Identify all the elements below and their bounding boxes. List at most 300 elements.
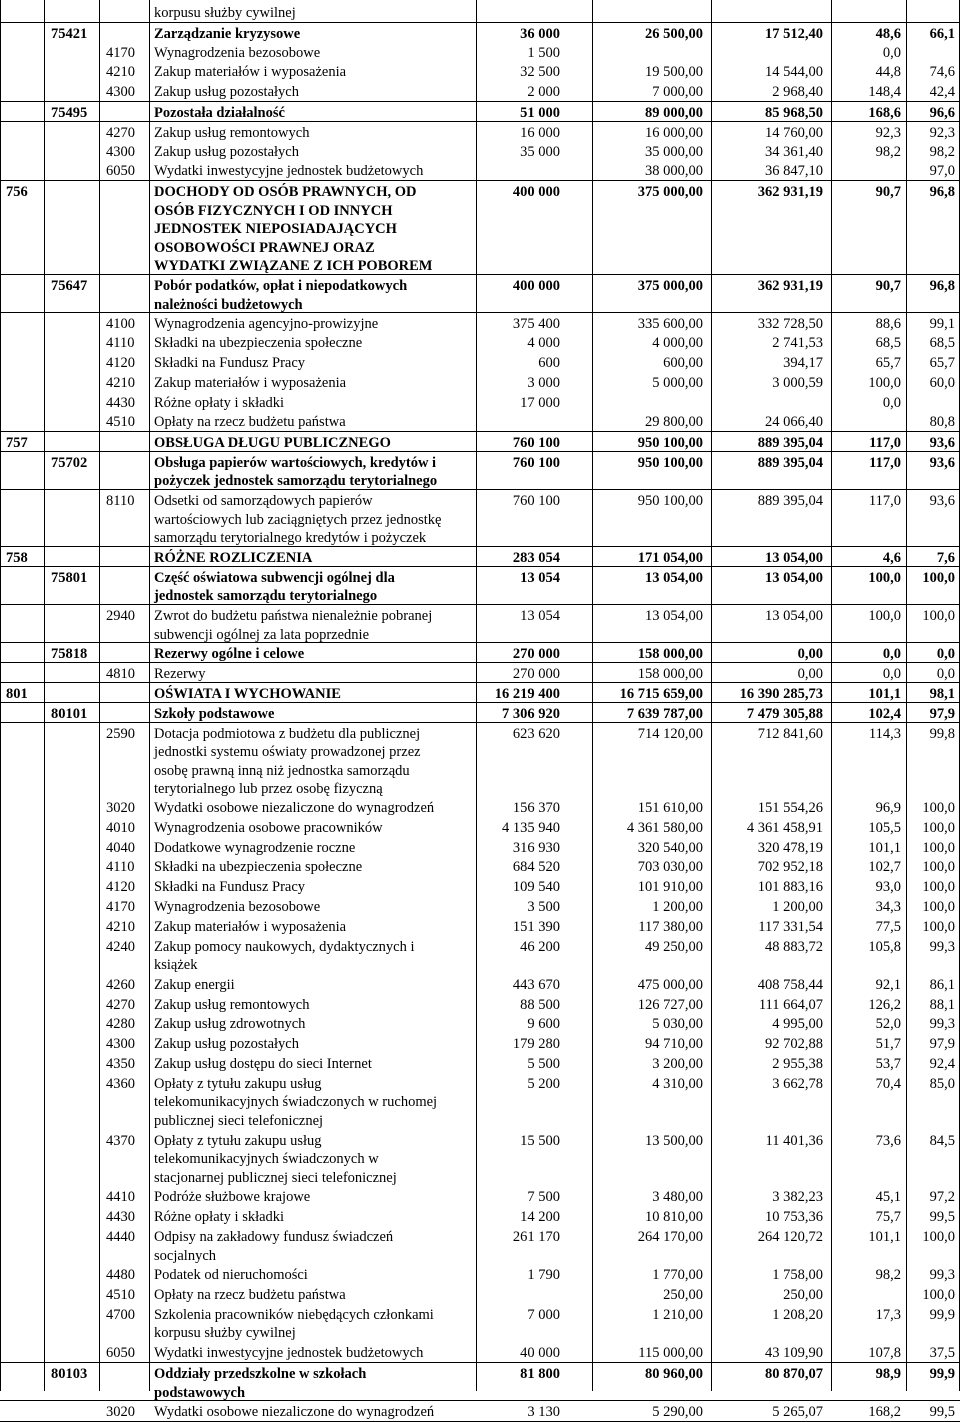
cell-wykonanie: 10 753,36 bbox=[765, 1209, 823, 1226]
cell-plan: 5 200 bbox=[527, 1075, 560, 1092]
cell-procent-po-zmianach: 99,5 bbox=[929, 1404, 955, 1421]
cell-procent-planu: 101,1 bbox=[868, 1229, 901, 1245]
cell-plan-po-zmianach: 475 000,00 bbox=[637, 976, 703, 993]
cell-procent-planu: 107,8 bbox=[868, 1345, 901, 1362]
cell-wykonanie: 101 883,16 bbox=[757, 879, 823, 896]
cell-procent-po-zmianach: 99,3 bbox=[929, 938, 955, 955]
cell-opis: Zarządzanie kryzysowe bbox=[154, 25, 301, 42]
cell-procent-planu: 48,6 bbox=[875, 25, 901, 42]
cell-paragraf: 4110 bbox=[106, 335, 135, 352]
cell-paragraf: 4170 bbox=[106, 898, 135, 915]
cell-rozdzial: 75818 bbox=[51, 646, 88, 663]
cell-wykonanie: 13 054,00 bbox=[765, 550, 823, 566]
cell-opis: Podróże służbowe krajowe bbox=[154, 1189, 311, 1206]
table-row bbox=[0, 1342, 960, 1362]
cell-procent-po-zmianach: 100,0 bbox=[922, 879, 955, 896]
cell-procent-planu: 98,2 bbox=[875, 143, 901, 160]
cell-plan: 15 500 bbox=[520, 1132, 560, 1149]
table-row bbox=[0, 876, 960, 896]
cell-opis: korpusu służby cywilnej bbox=[154, 5, 296, 21]
cell-plan: 13 054 bbox=[520, 569, 560, 586]
cell-procent-planu: 101,1 bbox=[868, 686, 901, 702]
cell-plan: 375 400 bbox=[512, 316, 560, 333]
cell-opis: Składki na Fundusz Pracy bbox=[154, 879, 306, 896]
table-row bbox=[0, 722, 960, 798]
cell-wykonanie: 264 120,72 bbox=[757, 1229, 823, 1245]
cell-plan-po-zmianach: 115 000,00 bbox=[638, 1345, 703, 1362]
cell-paragraf: 4210 bbox=[106, 64, 135, 81]
table-row bbox=[0, 312, 960, 333]
table-row bbox=[0, 974, 960, 994]
cell-wykonanie: 1 208,20 bbox=[772, 1306, 823, 1323]
cell-plan-po-zmianach: 375 000,00 bbox=[637, 278, 703, 294]
cell-plan: 7 000 bbox=[527, 1306, 560, 1323]
cell-opis: Zwrot do budżetu państwa nienależnie pobranej subwencji ogólnej za lata poprzednie bbox=[154, 608, 433, 643]
table-row bbox=[0, 896, 960, 916]
cell-paragraf: 4270 bbox=[106, 996, 135, 1013]
cell-opis: Dotacja podmiotowa z budżetu dla publicznej jednostki systemu oświaty prowadzonej przez osobę prawną inną niż jednostka samorządu terytorialnego lub przez osobę fizyczną bbox=[154, 725, 421, 798]
cell-plan: 3 500 bbox=[527, 898, 560, 915]
cell-procent-planu: 75,7 bbox=[875, 1209, 901, 1226]
cell-plan: 5 500 bbox=[527, 1056, 560, 1072]
cell-wykonanie: 408 758,44 bbox=[757, 976, 823, 993]
table-row bbox=[0, 1284, 960, 1304]
cell-procent-po-zmianach: 84,5 bbox=[929, 1132, 955, 1149]
cell-paragraf: 4280 bbox=[106, 1016, 135, 1033]
cell-wykonanie: 4 361 458,91 bbox=[746, 819, 823, 836]
cell-plan-po-zmianach: 1 200,00 bbox=[652, 898, 703, 915]
cell-paragraf: 4300 bbox=[106, 84, 135, 101]
cell-wykonanie: 85 968,50 bbox=[765, 105, 823, 121]
table-row bbox=[0, 566, 960, 605]
cell-paragraf: 4480 bbox=[106, 1267, 135, 1284]
cell-wykonanie: 4 995,00 bbox=[772, 1016, 823, 1033]
cell-plan: 88 500 bbox=[520, 996, 560, 1013]
table-row bbox=[0, 141, 960, 161]
cell-paragraf: 3020 bbox=[106, 1404, 135, 1421]
table-row bbox=[0, 1206, 960, 1226]
cell-plan-po-zmianach: 126 727,00 bbox=[637, 996, 703, 1013]
cell-wykonanie: 0,00 bbox=[797, 666, 823, 683]
cell-opis: Zakup usług zdrowotnych bbox=[154, 1016, 306, 1033]
cell-opis: Zakup materiałów i wyposażenia bbox=[154, 64, 347, 81]
cell-procent-planu: 126,2 bbox=[868, 996, 901, 1013]
cell-opis: Zakup usług pozostałych bbox=[154, 84, 299, 101]
cell-opis: Opłaty z tytułu zakupu usług telekomunikacyjnych świadczonych w ruchomej publicznej sieci telefonicznej bbox=[154, 1075, 438, 1129]
cell-procent-planu: 92,1 bbox=[875, 976, 901, 993]
cell-paragraf: 3020 bbox=[106, 799, 135, 816]
cell-plan-po-zmianach: 94 710,00 bbox=[645, 1036, 703, 1053]
cell-opis: Szkoły podstawowe bbox=[154, 705, 275, 722]
cell-plan-po-zmianach: 26 500,00 bbox=[645, 25, 703, 42]
cell-paragraf: 4120 bbox=[106, 354, 135, 371]
cell-wykonanie: 889 395,04 bbox=[757, 493, 823, 510]
cell-plan-po-zmianach: 151 610,00 bbox=[637, 799, 703, 816]
cell-procent-po-zmianach: 86,1 bbox=[929, 976, 955, 993]
cell-rozdzial: 75801 bbox=[51, 569, 88, 586]
cell-wykonanie: 2 741,53 bbox=[772, 335, 823, 352]
table-row bbox=[0, 431, 960, 452]
cell-opis: Różne opłaty i składki bbox=[154, 1209, 285, 1226]
cell-plan-po-zmianach: 16 000,00 bbox=[645, 124, 703, 141]
cell-plan: 760 100 bbox=[512, 493, 560, 510]
cell-plan-po-zmianach: 5 030,00 bbox=[652, 1016, 703, 1033]
table-row bbox=[0, 1033, 960, 1053]
cell-wykonanie: 0,00 bbox=[797, 646, 823, 663]
cell-dzial: 756 bbox=[6, 184, 28, 201]
cell-plan: 46 200 bbox=[520, 938, 560, 955]
cell-wykonanie: 24 066,40 bbox=[765, 414, 823, 431]
table-row bbox=[0, 1226, 960, 1264]
table-row bbox=[0, 1304, 960, 1342]
cell-procent-po-zmianach: 99,9 bbox=[929, 1306, 955, 1323]
cell-plan: 36 000 bbox=[520, 25, 560, 42]
cell-procent-planu: 70,4 bbox=[875, 1075, 901, 1092]
cell-paragraf: 4300 bbox=[106, 143, 135, 160]
cell-plan-po-zmianach: 171 054,00 bbox=[637, 550, 703, 566]
cell-wykonanie: 34 361,40 bbox=[765, 143, 823, 160]
cell-plan-po-zmianach: 49 250,00 bbox=[645, 938, 703, 955]
cell-procent-planu: 45,1 bbox=[875, 1189, 901, 1206]
cell-paragraf: 2940 bbox=[106, 608, 135, 625]
table-row bbox=[0, 837, 960, 857]
cell-procent-po-zmianach: 98,1 bbox=[929, 686, 955, 702]
cell-plan-po-zmianach: 13 500,00 bbox=[645, 1132, 703, 1149]
cell-procent-planu: 117,0 bbox=[869, 435, 901, 452]
cell-plan: 16 219 400 bbox=[494, 686, 560, 702]
cell-opis: Rezerwy ogólne i celowe bbox=[154, 646, 305, 663]
cell-wykonanie: 3 382,23 bbox=[772, 1189, 823, 1206]
cell-procent-planu: 100,0 bbox=[868, 569, 901, 586]
cell-plan-po-zmianach: 1 770,00 bbox=[652, 1267, 703, 1284]
cell-procent-po-zmianach: 97,9 bbox=[929, 705, 955, 722]
cell-procent-po-zmianach: 100,0 bbox=[922, 1287, 955, 1304]
cell-plan-po-zmianach: 13 054,00 bbox=[645, 608, 703, 625]
cell-procent-planu: 52,0 bbox=[875, 1016, 901, 1033]
cell-plan: 270 000 bbox=[512, 666, 560, 683]
cell-plan-po-zmianach: 7 000,00 bbox=[652, 84, 703, 101]
cell-plan-po-zmianach: 3 200,00 bbox=[652, 1056, 703, 1072]
cell-procent-po-zmianach: 97,0 bbox=[929, 163, 955, 180]
cell-plan: 109 540 bbox=[512, 879, 560, 896]
cell-paragraf: 4510 bbox=[106, 414, 135, 431]
cell-paragraf: 4430 bbox=[106, 394, 135, 411]
cell-procent-planu: 88,6 bbox=[875, 316, 901, 333]
cell-rozdzial: 75647 bbox=[51, 278, 88, 294]
cell-opis: Zakup materiałów i wyposażenia bbox=[154, 374, 347, 391]
cell-paragraf: 4240 bbox=[106, 938, 135, 955]
cell-opis: Pozostała działalność bbox=[154, 105, 285, 121]
cell-plan-po-zmianach: 950 100,00 bbox=[637, 493, 703, 510]
cell-wykonanie: 117 331,54 bbox=[758, 918, 823, 935]
cell-plan-po-zmianach: 600,00 bbox=[663, 354, 703, 371]
cell-procent-po-zmianach: 60,0 bbox=[929, 374, 955, 391]
cell-wykonanie: 14 544,00 bbox=[765, 64, 823, 81]
cell-procent-po-zmianach: 99,3 bbox=[929, 1267, 955, 1284]
cell-wykonanie: 3 662,78 bbox=[772, 1075, 823, 1092]
cell-procent-po-zmianach: 92,3 bbox=[929, 124, 955, 141]
cell-plan: 400 000 bbox=[512, 278, 560, 294]
cell-plan-po-zmianach: 16 715 659,00 bbox=[619, 686, 703, 702]
cell-plan: 3 130 bbox=[527, 1404, 560, 1421]
cell-plan: 16 000 bbox=[520, 124, 560, 141]
cell-plan-po-zmianach: 335 600,00 bbox=[637, 316, 703, 333]
cell-opis: Odpisy na zakładowy fundusz świadczeń socjalnych bbox=[154, 1229, 394, 1264]
cell-procent-planu: 102,7 bbox=[868, 859, 901, 876]
cell-rozdzial: 80101 bbox=[51, 705, 88, 722]
cell-paragraf: 4810 bbox=[106, 666, 135, 683]
cell-wykonanie: 48 883,72 bbox=[765, 938, 823, 955]
cell-plan: 17 000 bbox=[520, 394, 560, 411]
cell-procent-po-zmianach: 7,6 bbox=[936, 550, 955, 566]
cell-procent-planu: 93,0 bbox=[875, 879, 901, 896]
cell-procent-planu: 105,5 bbox=[868, 819, 901, 836]
cell-plan: 600 bbox=[538, 354, 560, 371]
cell-procent-po-zmianach: 85,0 bbox=[929, 1075, 955, 1092]
table-row bbox=[0, 392, 960, 412]
cell-plan-po-zmianach: 158 000,00 bbox=[637, 646, 703, 663]
cell-dzial: 757 bbox=[6, 435, 28, 452]
table-row bbox=[0, 61, 960, 81]
cell-procent-po-zmianach: 100,0 bbox=[922, 819, 955, 836]
cell-wykonanie: 320 478,19 bbox=[757, 839, 823, 856]
cell-plan-po-zmianach: 250,00 bbox=[663, 1287, 703, 1304]
cell-opis: RÓŻNE ROZLICZENIA bbox=[154, 550, 313, 566]
cell-plan-po-zmianach: 101 910,00 bbox=[637, 879, 703, 896]
cell-opis: Składki na ubezpieczenia społeczne bbox=[154, 335, 363, 352]
table-row bbox=[0, 797, 960, 817]
cell-opis: Wynagrodzenia osobowe pracowników bbox=[154, 819, 383, 836]
cell-procent-planu: 168,2 bbox=[868, 1404, 901, 1421]
cell-opis: Podatek od nieruchomości bbox=[154, 1267, 308, 1284]
cell-plan-po-zmianach: 375 000,00 bbox=[637, 184, 703, 201]
cell-procent-po-zmianach: 99,5 bbox=[929, 1209, 955, 1226]
cell-plan: 151 390 bbox=[512, 918, 560, 935]
cell-procent-po-zmianach: 100,0 bbox=[922, 608, 955, 625]
table-row bbox=[0, 682, 960, 703]
table-row bbox=[0, 411, 960, 431]
cell-wykonanie: 7 479 305,88 bbox=[746, 705, 823, 722]
table-row bbox=[0, 160, 960, 180]
cell-procent-po-zmianach: 37,5 bbox=[929, 1345, 955, 1362]
cell-paragraf: 6050 bbox=[106, 163, 135, 180]
cell-procent-po-zmianach: 96,8 bbox=[929, 184, 955, 201]
cell-opis: Zakup pomocy naukowych, dydaktycznych i książek bbox=[154, 938, 415, 973]
cell-opis: Wydatki inwestycyjne jednostek budżetowych bbox=[154, 163, 424, 180]
cell-plan-po-zmianach: 1 210,00 bbox=[652, 1306, 703, 1323]
cell-wykonanie: 712 841,60 bbox=[757, 725, 823, 742]
cell-paragraf: 4170 bbox=[106, 44, 135, 61]
cell-wykonanie: 250,00 bbox=[783, 1287, 823, 1304]
cell-wykonanie: 13 054,00 bbox=[765, 608, 823, 625]
cell-procent-po-zmianach: 93,6 bbox=[929, 454, 955, 471]
cell-plan: 156 370 bbox=[512, 799, 560, 816]
table-row bbox=[0, 1264, 960, 1284]
cell-plan-po-zmianach: 3 480,00 bbox=[652, 1189, 703, 1206]
cell-procent-po-zmianach: 98,2 bbox=[929, 143, 955, 160]
table-row bbox=[0, 332, 960, 352]
cell-opis: Wynagrodzenia bezosobowe bbox=[154, 44, 321, 61]
cell-rozdzial: 75702 bbox=[51, 454, 88, 471]
cell-plan-po-zmianach: 264 170,00 bbox=[637, 1229, 703, 1245]
cell-wykonanie: 2 955,38 bbox=[772, 1056, 823, 1072]
table-row bbox=[0, 42, 960, 62]
cell-plan-po-zmianach: 4 361 580,00 bbox=[626, 819, 703, 836]
table-row bbox=[0, 489, 960, 547]
cell-paragraf: 6050 bbox=[106, 1345, 135, 1362]
cell-opis: Zakup usług remontowych bbox=[154, 996, 310, 1013]
cell-plan: 14 200 bbox=[520, 1209, 560, 1226]
cell-rozdzial: 75495 bbox=[51, 105, 88, 121]
cell-paragraf: 4120 bbox=[106, 879, 135, 896]
cell-wykonanie: 332 728,50 bbox=[757, 316, 823, 333]
cell-wykonanie: 2 968,40 bbox=[772, 84, 823, 101]
cell-procent-po-zmianach: 80,8 bbox=[929, 414, 955, 431]
cell-procent-planu: 100,0 bbox=[868, 608, 901, 625]
cell-opis: Odsetki od samorządowych papierów wartościowych lub zaciągniętych przez jednostkę samorządu terytorialnego kredytów i pożyczek bbox=[154, 493, 442, 547]
cell-procent-po-zmianach: 0,0 bbox=[936, 666, 955, 683]
cell-paragraf: 4110 bbox=[106, 859, 135, 876]
cell-wykonanie: 111 664,07 bbox=[758, 996, 823, 1013]
cell-plan-po-zmianach: 80 960,00 bbox=[645, 1366, 703, 1382]
cell-plan-po-zmianach: 7 639 787,00 bbox=[626, 705, 703, 722]
cell-dzial: 801 bbox=[6, 686, 28, 702]
table-row bbox=[0, 1053, 960, 1073]
cell-wykonanie: 1 200,00 bbox=[772, 898, 823, 915]
cell-plan-po-zmianach: 4 000,00 bbox=[652, 335, 703, 352]
cell-procent-po-zmianach: 100,0 bbox=[922, 859, 955, 876]
cell-procent-planu: 77,5 bbox=[875, 918, 901, 935]
cell-opis: Składki na ubezpieczenia społeczne bbox=[154, 859, 363, 876]
table-row bbox=[0, 1400, 960, 1422]
cell-opis: Dodatkowe wynagrodzenie roczne bbox=[154, 839, 356, 856]
cell-wykonanie: 11 401,36 bbox=[765, 1132, 823, 1149]
table-row bbox=[0, 372, 960, 392]
table-row bbox=[0, 1013, 960, 1033]
cell-wykonanie: 889 395,04 bbox=[757, 435, 823, 452]
cell-wykonanie: 17 512,40 bbox=[765, 25, 823, 42]
cell-plan-po-zmianach: 5 000,00 bbox=[652, 374, 703, 391]
cell-opis: Rezerwy bbox=[154, 666, 206, 683]
cell-paragraf: 4010 bbox=[106, 819, 135, 836]
cell-procent-planu: 90,7 bbox=[875, 278, 901, 294]
cell-procent-planu: 92,3 bbox=[875, 124, 901, 141]
cell-procent-planu: 51,7 bbox=[875, 1036, 901, 1053]
cell-plan: 316 930 bbox=[512, 839, 560, 856]
cell-procent-planu: 105,8 bbox=[868, 938, 901, 955]
cell-opis: Szkolenia pracowników niebędących członkami korpusu służby cywilnej bbox=[154, 1306, 434, 1342]
cell-opis: Składki na Fundusz Pracy bbox=[154, 354, 306, 371]
cell-wykonanie: 36 847,10 bbox=[765, 163, 823, 180]
cell-plan-po-zmianach: 35 000,00 bbox=[645, 143, 703, 160]
cell-opis: Wydatki inwestycyjne jednostek budżetowych bbox=[154, 1345, 424, 1362]
cell-wykonanie: 394,17 bbox=[783, 354, 823, 371]
cell-procent-po-zmianach: 100,0 bbox=[922, 569, 955, 586]
cell-opis: Zakup usług pozostałych bbox=[154, 1036, 299, 1053]
cell-plan: 7 306 920 bbox=[502, 705, 560, 722]
cell-wykonanie: 1 758,00 bbox=[772, 1267, 823, 1284]
cell-procent-po-zmianach: 100,0 bbox=[922, 799, 955, 816]
cell-plan-po-zmianach: 10 810,00 bbox=[645, 1209, 703, 1226]
cell-plan: 283 054 bbox=[512, 550, 560, 566]
cell-procent-planu: 44,8 bbox=[875, 64, 901, 81]
cell-paragraf: 4040 bbox=[106, 839, 135, 856]
cell-procent-po-zmianach: 88,1 bbox=[929, 996, 955, 1013]
cell-procent-po-zmianach: 93,6 bbox=[929, 435, 955, 452]
table-row bbox=[0, 81, 960, 101]
cell-opis: Zakup usług pozostałych bbox=[154, 143, 299, 160]
table-row bbox=[0, 546, 960, 567]
cell-plan-po-zmianach: 29 800,00 bbox=[645, 414, 703, 431]
cell-procent-planu: 0,0 bbox=[882, 394, 901, 411]
cell-procent-planu: 168,6 bbox=[868, 105, 901, 121]
cell-plan-po-zmianach: 89 000,00 bbox=[645, 105, 703, 121]
cell-opis: Opłaty z tytułu zakupu usług telekomunikacyjnych świadczonych w stacjonarnej publicznej sieci telefonicznej bbox=[154, 1132, 397, 1186]
cell-procent-planu: 68,5 bbox=[875, 335, 901, 352]
cell-plan-po-zmianach: 950 100,00 bbox=[637, 454, 703, 471]
cell-opis: Wydatki osobowe niezaliczone do wynagrodzeń bbox=[154, 1404, 435, 1421]
cell-wykonanie: 92 702,88 bbox=[765, 1036, 823, 1053]
cell-plan-po-zmianach: 13 054,00 bbox=[645, 569, 703, 586]
cell-wykonanie: 889 395,04 bbox=[757, 454, 823, 471]
cell-procent-planu: 0,0 bbox=[882, 646, 901, 663]
cell-paragraf: 4410 bbox=[106, 1189, 135, 1206]
cell-plan: 1 500 bbox=[527, 44, 560, 61]
cell-procent-po-zmianach: 99,9 bbox=[929, 1366, 955, 1382]
cell-paragraf: 4260 bbox=[106, 976, 135, 993]
table-row bbox=[0, 936, 960, 974]
cell-plan: 760 100 bbox=[512, 454, 560, 471]
cell-wykonanie: 43 109,90 bbox=[765, 1345, 823, 1362]
cell-opis: Część oświatowa subwencji ogólnej dla jednostek samorządu terytorialnego bbox=[154, 569, 395, 605]
cell-paragraf: 4350 bbox=[106, 1056, 135, 1072]
cell-procent-po-zmianach: 74,6 bbox=[929, 64, 955, 81]
table-row bbox=[0, 702, 960, 723]
cell-plan: 261 170 bbox=[512, 1229, 560, 1245]
cell-plan: 1 790 bbox=[527, 1267, 560, 1284]
cell-rozdzial: 80103 bbox=[51, 1366, 88, 1382]
cell-procent-planu: 90,7 bbox=[875, 184, 901, 201]
cell-procent-planu: 98,2 bbox=[875, 1267, 901, 1284]
cell-plan: 51 000 bbox=[520, 105, 560, 121]
cell-plan: 9 600 bbox=[527, 1016, 560, 1033]
cell-procent-planu: 0,0 bbox=[882, 666, 901, 683]
cell-plan: 4 000 bbox=[527, 335, 560, 352]
cell-procent-planu: 53,7 bbox=[875, 1056, 901, 1072]
table-row bbox=[0, 2, 960, 22]
cell-opis: Wynagrodzenia bezosobowe bbox=[154, 898, 321, 915]
cell-wykonanie: 151 554,26 bbox=[757, 799, 823, 816]
cell-wykonanie: 362 931,19 bbox=[757, 184, 823, 201]
table-row bbox=[0, 662, 960, 683]
cell-plan: 81 800 bbox=[520, 1366, 560, 1382]
cell-wykonanie: 80 870,07 bbox=[765, 1366, 823, 1382]
cell-plan-po-zmianach: 19 500,00 bbox=[645, 64, 703, 81]
cell-plan: 270 000 bbox=[512, 646, 560, 663]
cell-opis: Obsługa papierów wartościowych, kredytów i pożyczek jednostek samorządu terytorialnego bbox=[154, 454, 438, 490]
cell-procent-planu: 73,6 bbox=[875, 1132, 901, 1149]
cell-plan: 32 500 bbox=[520, 64, 560, 81]
cell-plan: 443 670 bbox=[512, 976, 560, 993]
cell-procent-po-zmianach: 100,0 bbox=[922, 898, 955, 915]
table-row bbox=[0, 994, 960, 1014]
table-row bbox=[0, 817, 960, 837]
table-row bbox=[0, 180, 960, 275]
cell-plan: 400 000 bbox=[512, 184, 560, 201]
cell-opis: Zakup materiałów i wyposażenia bbox=[154, 918, 347, 935]
cell-procent-planu: 102,4 bbox=[868, 705, 901, 722]
cell-procent-po-zmianach: 0,0 bbox=[936, 646, 955, 663]
